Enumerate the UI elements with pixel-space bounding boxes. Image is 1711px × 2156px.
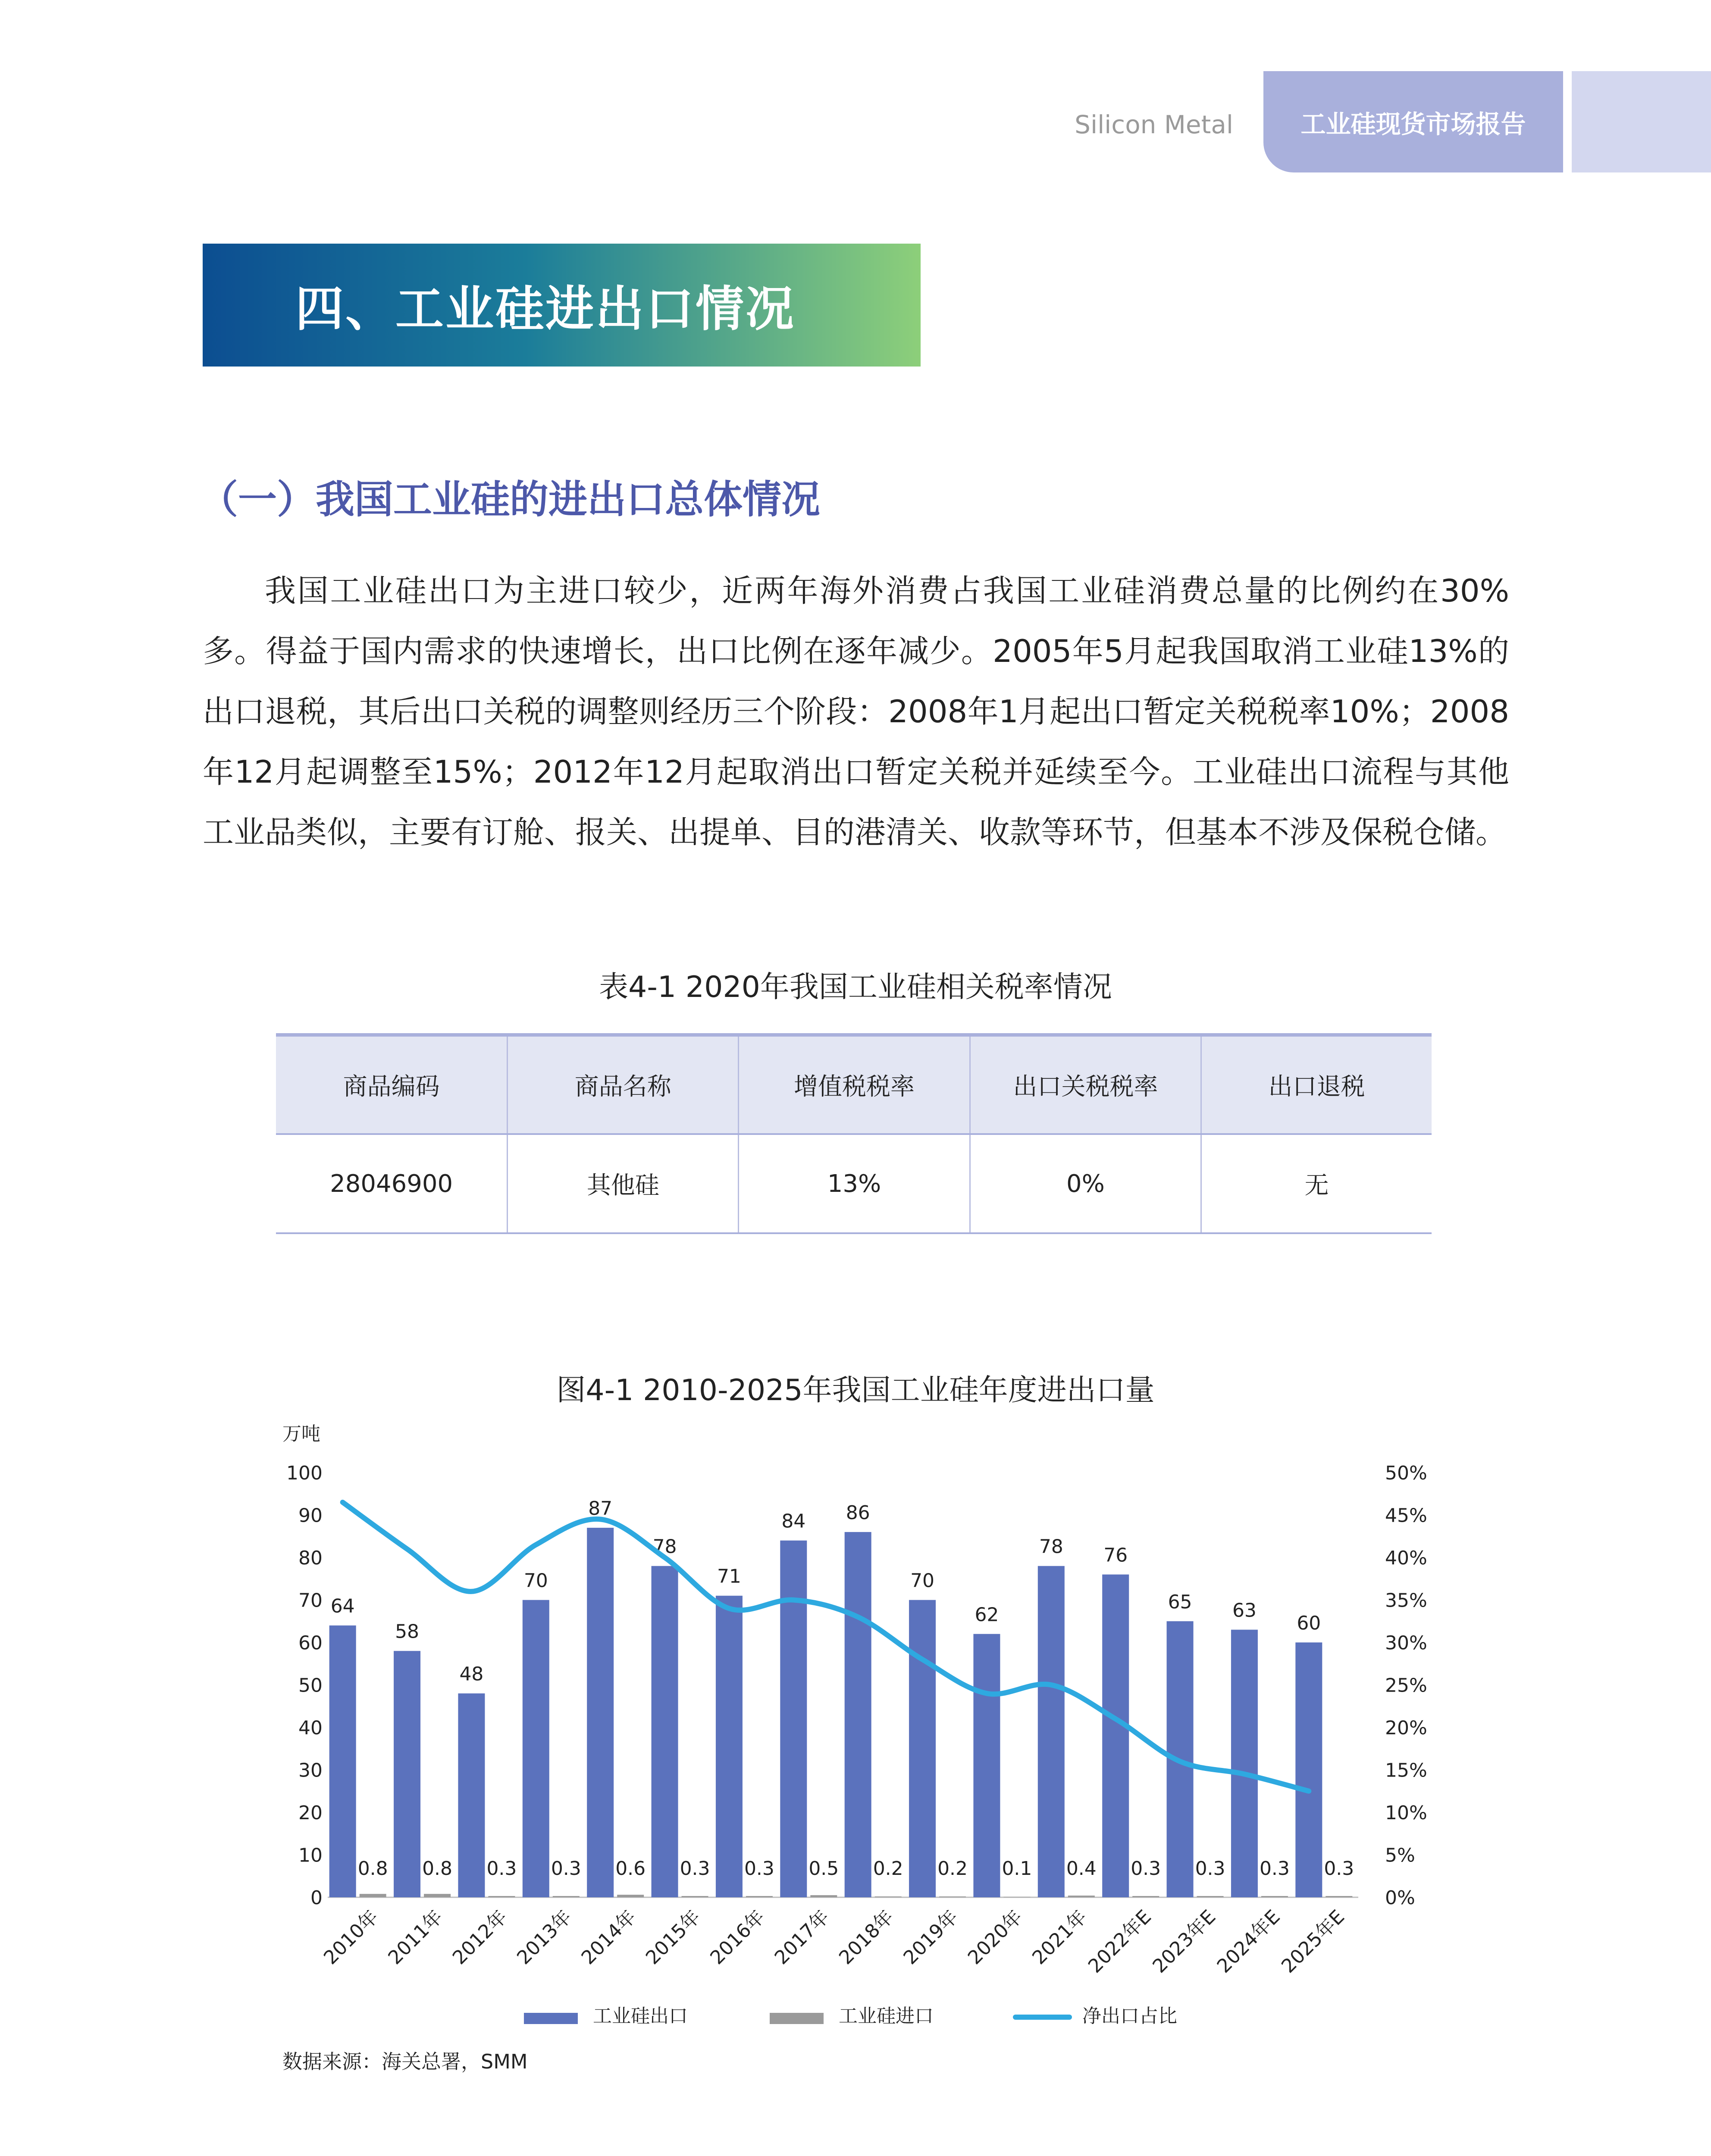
export-data-label: 86 [846, 1501, 870, 1524]
import-bar [360, 1894, 386, 1897]
x-category-label: 2020年 [963, 1905, 1027, 1969]
y-right-tick-label: 25% [1385, 1674, 1427, 1697]
export-bar [909, 1600, 936, 1898]
x-category-label: 2023年E [1148, 1905, 1220, 1977]
legend-label-export: 工业硅出口 [593, 2005, 688, 2027]
import-bar [553, 1896, 580, 1897]
x-category-label: 2012年 [448, 1905, 512, 1969]
legend-swatch-export [524, 2013, 578, 2024]
import-bar [1068, 1896, 1095, 1897]
export-data-label: 60 [1297, 1612, 1321, 1634]
import-bar [1326, 1896, 1352, 1897]
section-title: 四、工业硅进出口情况 [295, 281, 796, 337]
table-cell: 28046900 [330, 1169, 453, 1198]
y-right-tick-label: 20% [1385, 1717, 1427, 1739]
x-category-label: 2011年 [384, 1905, 447, 1969]
x-category-label: 2014年 [577, 1905, 640, 1969]
import-data-label: 0.3 [486, 1858, 517, 1880]
y-right-tick-label: 5% [1385, 1844, 1415, 1867]
export-bar [780, 1541, 807, 1897]
import-data-label: 0.3 [1131, 1858, 1161, 1880]
table-header-cell: 商品名称 [508, 1035, 739, 1134]
export-bar [1038, 1566, 1065, 1897]
import-data-label: 0.1 [1002, 1858, 1032, 1880]
subsection-title: （一）我国工业硅的进出口总体情况 [199, 477, 820, 522]
y-left-tick-label: 80 [298, 1547, 323, 1569]
export-bar [845, 1532, 871, 1897]
export-bar [973, 1634, 1000, 1897]
y-left-tick-label: 90 [298, 1504, 323, 1527]
table-cell: 无 [1201, 1134, 1432, 1233]
table-header-cell: 出口退税 [1201, 1035, 1432, 1134]
y-axis-unit: 万吨 [282, 1423, 320, 1445]
import-bar [488, 1896, 515, 1897]
y-right-tick-label: 35% [1385, 1589, 1427, 1612]
export-bar [587, 1528, 614, 1897]
y-left-tick-label: 100 [286, 1462, 323, 1484]
x-category-label: 2022年E [1084, 1905, 1156, 1977]
y-right-tick-label: 45% [1385, 1504, 1427, 1527]
legend-swatch-import [770, 2013, 824, 2024]
import-data-label: 0.8 [422, 1858, 453, 1880]
import-bar [424, 1894, 451, 1897]
y-left-tick-label: 10 [298, 1844, 323, 1867]
export-data-label: 70 [523, 1570, 548, 1592]
import-data-label: 0.3 [551, 1858, 581, 1880]
export-bar [652, 1566, 678, 1897]
import-data-label: 0.2 [937, 1858, 968, 1880]
import-bar [746, 1896, 773, 1897]
y-right-tick-label: 0% [1385, 1887, 1415, 1909]
table-cell: 0% [970, 1134, 1201, 1233]
table-header-cell: 商品编码 [343, 1073, 440, 1101]
x-category-label: 2021年 [1028, 1905, 1091, 1969]
import-data-label: 0.5 [808, 1858, 839, 1880]
chart-title: 图4-1 2010-2025年我国工业硅年度进出口量 [556, 1373, 1155, 1407]
y-right-tick-label: 30% [1385, 1632, 1427, 1654]
x-category-label: 2017年 [770, 1905, 834, 1969]
y-left-tick-label: 40 [298, 1717, 323, 1739]
y-right-tick-label: 40% [1385, 1547, 1427, 1569]
y-right-tick-label: 10% [1385, 1802, 1427, 1824]
x-category-label: 2015年 [641, 1905, 705, 1969]
legend-label-import: 工业硅进口 [839, 2005, 934, 2027]
export-bar [1295, 1642, 1322, 1897]
import-data-label: 0.4 [1066, 1858, 1097, 1880]
y-left-tick-label: 60 [298, 1632, 323, 1654]
export-bar [523, 1600, 549, 1898]
header-report-title: 工业硅现货市场报告 [1300, 109, 1526, 139]
import-data-label: 0.3 [680, 1858, 710, 1880]
export-data-label: 58 [395, 1620, 420, 1643]
export-data-label: 76 [1103, 1544, 1128, 1567]
table-header-cell: 增值税税率 [739, 1035, 970, 1134]
import-data-label: 0.2 [873, 1858, 903, 1880]
table-cell: 其他硅 [508, 1134, 739, 1233]
import-data-label: 0.3 [744, 1858, 774, 1880]
import-bar [810, 1895, 837, 1897]
export-data-label: 65 [1168, 1591, 1192, 1613]
net-export-ratio-line [343, 1502, 1309, 1791]
import-bar [1261, 1896, 1288, 1897]
y-left-tick-label: 30 [298, 1759, 323, 1782]
import-data-label: 0.8 [357, 1858, 388, 1880]
import-data-label: 0.3 [1195, 1858, 1225, 1880]
y-left-tick-label: 20 [298, 1802, 323, 1824]
export-bar [329, 1626, 356, 1897]
export-bar [1102, 1574, 1129, 1897]
export-data-label: 62 [975, 1604, 999, 1626]
export-data-label: 84 [781, 1510, 806, 1532]
import-bar [682, 1896, 708, 1897]
y-left-tick-label: 50 [298, 1674, 323, 1697]
y-right-tick-label: 50% [1385, 1462, 1427, 1484]
export-data-label: 63 [1232, 1599, 1257, 1622]
export-data-label: 70 [910, 1570, 935, 1592]
export-bar [1231, 1630, 1258, 1897]
export-bar [394, 1651, 420, 1897]
y-right-tick-label: 15% [1385, 1759, 1427, 1782]
x-category-label: 2010年 [320, 1905, 383, 1969]
x-category-label: 2025年E [1277, 1905, 1349, 1977]
export-bar [458, 1693, 485, 1897]
export-data-label: 48 [459, 1663, 484, 1686]
export-data-label: 87 [588, 1498, 613, 1520]
table-caption: 表4-1 2020年我国工业硅相关税率情况 [599, 970, 1112, 1004]
x-category-label: 2024年E [1213, 1905, 1285, 1977]
x-category-label: 2019年 [899, 1905, 962, 1969]
import-bar [875, 1896, 902, 1897]
export-data-label: 64 [330, 1595, 355, 1617]
export-data-label: 71 [717, 1565, 741, 1588]
x-category-label: 2016年 [706, 1905, 769, 1969]
body-paragraph: 我国工业硅出口为主进口较少，近两年海外消费占我国工业硅消费总量的比例约在30%多。得益于国内需求的快速增长，出口比例在逐年减少。2005年5月起我国取消工业硅13%的出口退税，其后出口关税的调整则经历三个阶段：2008年1月起出口暂定关税税率10%；2008年12月起调整至15%；2012年12月起取消出口暂定关税并延续至今。工业硅出口流程与其他工业品类似，主要有订舱、报关、出提单、目的港清关、收款等环节，但基本不涉及保税仓储。 [203, 573, 1509, 850]
source-note: 数据来源：海关总署，SMM [282, 2050, 528, 2073]
x-category-label: 2018年 [835, 1905, 898, 1969]
export-bar [716, 1596, 743, 1897]
import-data-label: 0.3 [1324, 1858, 1354, 1880]
import-bar [1132, 1896, 1159, 1897]
export-data-label: 78 [652, 1536, 677, 1558]
legend-label-ratio: 净出口占比 [1082, 2005, 1177, 2027]
import-bar [1197, 1896, 1224, 1897]
import-data-label: 0.3 [1259, 1858, 1290, 1880]
header-english-title: Silicon Metal [1075, 110, 1233, 139]
table-header-cell: 出口关税税率 [970, 1035, 1201, 1134]
import-bar [617, 1895, 644, 1897]
import-bar [939, 1896, 966, 1897]
export-data-label: 78 [1039, 1536, 1063, 1558]
y-left-tick-label: 0 [310, 1887, 323, 1909]
x-category-label: 2013年 [513, 1905, 576, 1969]
table-cell: 13% [739, 1134, 970, 1233]
import-data-label: 0.6 [615, 1858, 646, 1880]
y-left-tick-label: 70 [298, 1589, 323, 1612]
